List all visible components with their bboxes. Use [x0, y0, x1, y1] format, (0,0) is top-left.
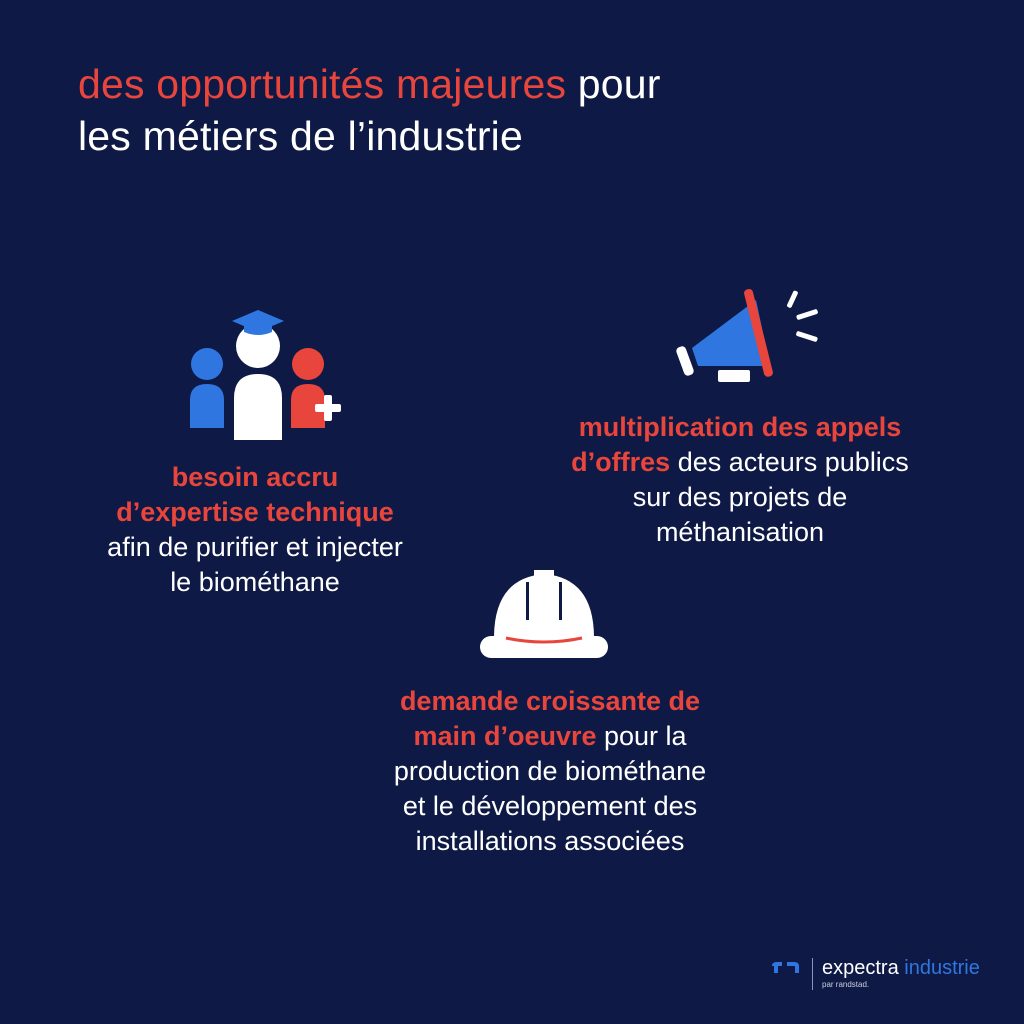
expertise-highlight-line2: d’expertise technique — [116, 497, 394, 527]
main-text-line5: installations associées — [415, 826, 685, 856]
main-highlight-line1: demande croissante de — [399, 686, 701, 716]
people-graduation-icon — [186, 308, 346, 442]
page-title — [78, 58, 661, 162]
offres-text-line3: sur des projets de — [632, 482, 848, 512]
main-text-line4: et le développement des — [402, 791, 698, 821]
megaphone-icon — [672, 282, 822, 392]
main-highlight-line2: main d’oeuvre — [413, 721, 597, 751]
hard-hat-icon — [476, 568, 612, 664]
offres-text-line2: des acteurs publics — [670, 447, 909, 477]
block-expertise — [60, 460, 450, 600]
main-text-line2: pour la — [596, 721, 687, 751]
expectra-logo-icon — [770, 960, 802, 974]
title-line-1 — [78, 58, 661, 110]
title-rest: pour — [566, 61, 661, 107]
block-main-oeuvre — [330, 684, 770, 859]
logo-subtitle: par randstad. — [822, 980, 870, 989]
title-highlight: des opportunités majeures — [78, 61, 567, 107]
title-line-2: les métiers de l’industrie — [78, 113, 523, 159]
offres-highlight-line2: d’offres — [571, 447, 671, 477]
offres-line2 — [520, 445, 960, 480]
offres-text-line4: méthanisation — [655, 517, 825, 547]
logo-product: industrie — [898, 957, 980, 979]
expertise-text-line1: afin de purifier et injecter — [107, 532, 403, 562]
main-line2 — [330, 719, 770, 754]
logo-divider — [812, 958, 813, 990]
offres-highlight-line1: multiplication des appels — [578, 412, 902, 442]
logo-brand: expectra — [822, 957, 899, 979]
logo-name — [822, 956, 980, 980]
block-offres — [520, 410, 960, 550]
brand-logo — [770, 956, 1006, 996]
main-text-line3: production de biométhane — [393, 756, 707, 786]
expertise-text-line2: le biométhane — [170, 567, 340, 597]
expertise-highlight-line1: besoin accru — [171, 462, 339, 492]
